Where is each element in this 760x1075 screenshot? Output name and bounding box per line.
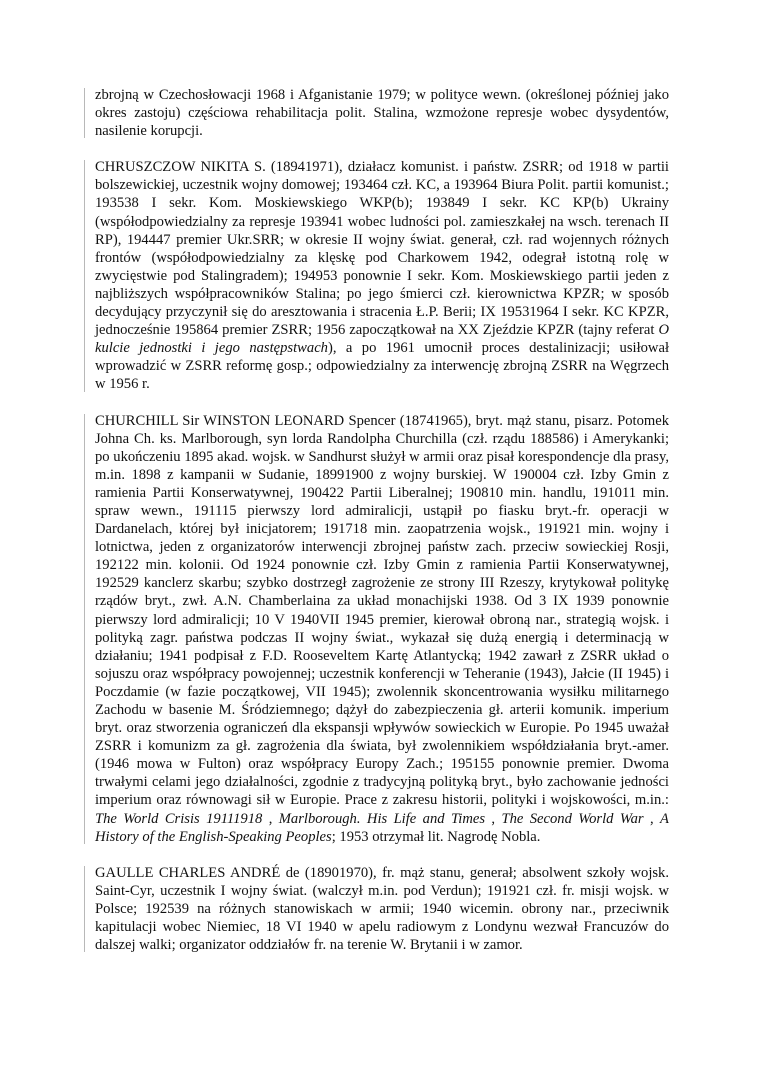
entry-separator: , [262, 810, 279, 827]
entry-brezhnev-continuation [95, 86, 669, 140]
document-page [95, 86, 669, 972]
entry-churchill [95, 412, 669, 846]
entry-khrushchev [95, 158, 669, 393]
entry-separator: , [643, 810, 661, 827]
entry-text: CHRUSZCZOW NIKITA S. (18941971), działacz komunist. i państw. ZSRR; od 1918 w partii bolszewickiej, uczestnik wojny domowej; 193464 czł. KC, a 193964 Biura Polit. partii komunist.; 193538 I sekr. Kom. Moskiewskiego WKP(b); 193849 I sekr. KC KP(b) Ukrainy (współodpowiedzialny za represje 193941 wobec ludności pol. zamieszkałej na wsch. terenach II RP), 194447 premier Ukr.SRR; w okresie II wojny świat. generał, czł. rad wojennych różnych frontów (współodpowiedzialny za klęskę pod Charkowem 1942, odegrał istotną rolę w zwycięstwie pod Stalingradem); 194953 ponownie I sekr. Kom. Moskiewskiego partii jeden z najbliższych współpracowników Stalina; po jego śmierci czł. kierownictwa KPZR; w sposób decydujący przyczynił się do aresztowania i stracenia Ł.P. Berii; IX 19531964 I sekr. KC KPZR, jednocześnie 195864 premier ZSRR; 1956 zapoczątkował na XX Zjeździe KPZR (tajny referat [95, 159, 669, 339]
entry-italic-title: The World Crisis 19111918 [95, 810, 263, 827]
entry-text: zbrojną w Czechosłowacji 1968 i Afganistanie 1979; w polityce wewn. (określonej później jako okres zastoju) częściowa rehabilitacja polit. Stalina, wzmożone represje wobec dysydentów, nasilenie korupcji. [95, 87, 669, 140]
entry-text: GAULLE CHARLES ANDRÉ de (18901970), fr. mąż stanu, generał; absolwent szkoły wojsk. Saint-Cyr, uczestnik I wojny świat. (walczył m.in. pod Verdun); 191921 czł. fr. misji wojsk. w Polsce; 192539 na różnych stanowiskach w armii; 1940 wicemin. obrony nar., przeciwnik kapitulacji wobec Niemiec, 18 VI 1940 w apelu radiowym z Londynu wezwał Francuzów do dalszej walki; organizator oddziałów fr. na terenie W. Brytanii i w zamor. [95, 864, 669, 954]
entry-text: ; 1953 otrzymał lit. Nagrodę Nobla. [331, 828, 541, 845]
entry-italic-title: A History of the English-Speaking Peoples [95, 810, 669, 845]
entry-de-gaulle [95, 864, 669, 954]
entry-text: CHURCHILL Sir WINSTON LEONARD Spencer (18741965), bryt. mąż stanu, pisarz. Potomek Johna Ch. ks. Marlborough, syn lorda Randolpha Churchilla (czł. rządu 188586) i Amerykanki; po ukończeniu 1895 akad. wojsk. w Sandhurst służył w armii oraz pisał korespondencje dla prasy, m.in. 1898 z kampanii w Sudanie, 18991900 z wojny burskiej. W 190004 czł. Izby Gmin z ramienia Partii Konserwatywnej, 190422 Partii Liberalnej; 190810 min. handlu, 191011 min. spraw wewn., 191115 pierwszy lord admiralicji, ustąpił po fiasku bryt.-fr. operacji w Dardanelach, której był inicjatorem; 191718 min. zaopatrzenia wojsk., 191921 min. wojny i lotnictwa, jeden z organizatorów interwencji zbrojnej państw zach. przeciw sowieckiej Rosji, 192122 min. kolonii. Od 1924 ponownie czł. Izby Gmin z ramienia Partii Konserwatywnej, 192529 kanclerz skarbu; szybko dostrzegł zagrożenie ze strony III Rzeszy, krytykował politykę rządów bryt., zwł. A.N. Chamberlaina za układ monachijski 1938. Od 3 IX 1939 ponownie pierwszy lord admiralicji; 10 V 1940VII 1945 premier, kierował obroną nar., strategią wojsk. i polityką zagr. państwa podczas II wojny świat., wykazał się dużą energią i determinacją w działaniu; 1941 podpisał z F.D. Rooseveltem Kartę Atlantycką; 1942 zawarł z ZSRR układ o sojuszu oraz współpracy powojennej; uczestnik konferencji w Teheranie (1943), Jałcie (II 1945) i Poczdamie (w fazie początkowej, VII 1945); zwolennik skoncentrowania wysiłku militarnego Zachodu w basenie M. Śródziemnego; dążył do zabezpieczenia gł. arterii komunik. imperium bryt. oraz stworzenia ograniczeń dla ekspansji wpływów sowieckich w Europie. Po 1945 uważał ZSRR i komunizm za gł. zagrożenia dla świata, był zwolennikiem współdziałania bryt.-amer. (1946 mowa w Fulton) oraz współpracy Europy Zach.; 195155 ponownie premier. Dwoma trwałymi celami jego działalności, zgodnie z tradycyjną polityką bryt., było zachowanie jedności imperium oraz równowagi sił w Europie. Prace z zakresu historii, polityki i wojskowości, m.in.: [95, 412, 669, 809]
entry-italic-title: O kulcie jednostki i jego następstwach [95, 322, 669, 357]
entry-italic-title: The Second World War [501, 810, 644, 827]
entry-italic-title: Marlborough. His Life and Times [278, 810, 486, 827]
entry-text: ), a po 1961 umocnił proces destalinizacji; usiłował wprowadzić w ZSRR reformę gosp.; odpowiedzialny za interwencję zbrojną ZSRR na Węgrzech w 1956 r. [95, 340, 670, 393]
entry-separator: , [485, 810, 502, 827]
